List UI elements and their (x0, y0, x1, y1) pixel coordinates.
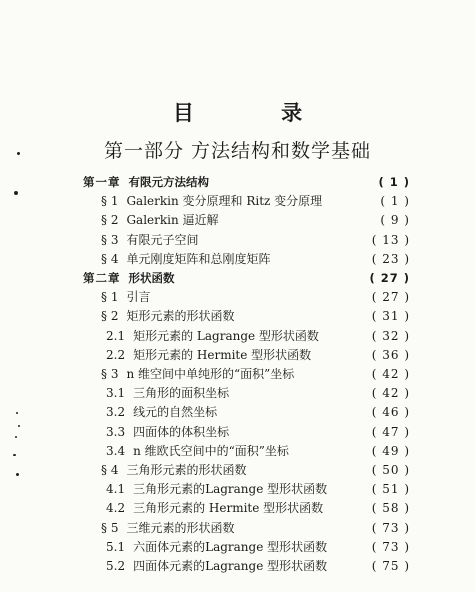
toc-entry-page: ( 73 ) (371, 539, 410, 554)
toc-entry (106, 537, 410, 557)
toc-entry-number: § 1 (101, 194, 119, 209)
dot-leader (324, 191, 368, 211)
dot-leader (152, 287, 368, 307)
toc-entry-number: § 3 (101, 367, 119, 381)
toc-entry-title: Galerkin 逼近解 (126, 213, 219, 228)
dot-leader (291, 441, 368, 461)
toc-entry-number: 第二章 (83, 271, 121, 285)
dot-leader (221, 210, 368, 230)
toc-entry-title: 矩形元素的 Lagrange 型形状函数 (133, 328, 319, 343)
toc-entry-number: 第一章 (83, 175, 121, 189)
scan-speck (13, 454, 16, 456)
toc-entry-title: 引言 (126, 290, 151, 305)
toc-entry-title: Galerkin 变分原理和 Ritz 变分原理 (126, 194, 323, 209)
toc-entry-title: 四面体的体积坐标 (133, 424, 230, 439)
toc-entry (106, 383, 410, 403)
toc-entry-number: 2.2 (106, 347, 126, 362)
dot-leader (248, 460, 368, 480)
dot-leader (211, 172, 368, 192)
toc-entry (106, 402, 410, 422)
toc-entry-page: ( 46 ) (371, 405, 410, 420)
toc-entry-number: 4.2 (106, 501, 126, 516)
dot-leader (325, 498, 368, 518)
toc-entry-page: ( 27 ) (369, 271, 410, 285)
toc-entry-page: ( 58 ) (371, 501, 410, 516)
toc-entry-title: 形状函数 (128, 271, 175, 285)
toc-entry-number: 5.2 (106, 559, 126, 573)
toc-entry-title: 单元刚度矩阵和总刚度矩阵 (126, 251, 271, 266)
toc-entry-number: 3.3 (106, 424, 126, 439)
toc-entry-title: 四面体元素的Lagrange 型形状函数 (133, 559, 328, 573)
toc-entry (106, 422, 410, 442)
toc-entry-title: 三角形元素的形状函数 (126, 463, 247, 477)
toc-entry-page: ( 73 ) (371, 520, 410, 535)
toc-entry (101, 191, 410, 211)
scan-speck (14, 191, 18, 195)
dot-leader (231, 383, 368, 403)
toc-entry (101, 306, 410, 326)
toc-entry-number: § 4 (101, 251, 119, 266)
toc-entry-page: ( 1 ) (380, 194, 410, 209)
page-title: 目 录 (172, 101, 343, 125)
toc-entry-title: 三角形元素的 Hermite 型形状函数 (133, 501, 324, 516)
toc-entry-title: n 维欧氏空间中的“面积”坐标 (133, 443, 289, 458)
toc-entry-number: 3.2 (106, 405, 126, 420)
toc-entry-title: 线元的自然坐标 (133, 405, 218, 420)
toc-entry-title: 矩形元素的 Hermite 型形状函数 (133, 347, 312, 362)
toc-entry-page: ( 1 ) (378, 175, 410, 189)
toc-entry (106, 326, 410, 346)
toc-entry-title: 六面体元素的Lagrange 型形状函数 (133, 539, 328, 554)
dot-leader (236, 306, 368, 326)
toc-entry-title: 有限元方法结构 (128, 175, 209, 189)
scan-speck (18, 425, 20, 427)
toc-entry (101, 518, 410, 538)
scan-speck (15, 436, 17, 438)
toc-entry (101, 249, 410, 269)
toc-entry-number: § 2 (101, 309, 119, 324)
toc-entry (101, 287, 410, 307)
dot-leader (321, 326, 368, 346)
dot-leader (329, 537, 368, 557)
toc-entry-number: § 4 (101, 463, 119, 477)
toc-entry (83, 172, 410, 192)
toc-entry-page: ( 13 ) (371, 232, 410, 247)
toc-entry (101, 210, 410, 230)
dot-leader (329, 556, 368, 576)
scan-speck (16, 412, 18, 414)
scan-speck (17, 152, 20, 155)
dot-leader (219, 402, 368, 422)
toc-entry-title: n 维空间中单纯形的“面积”坐标 (126, 367, 295, 381)
toc-entry-page: ( 42 ) (371, 386, 410, 401)
toc-entry (106, 556, 410, 576)
scan-speck (16, 473, 19, 476)
toc-entry (83, 268, 410, 288)
toc-entry-page: ( 36 ) (371, 347, 410, 362)
toc-entry-page: ( 47 ) (371, 424, 410, 439)
toc-entry-page: ( 23 ) (371, 251, 410, 266)
dot-leader (231, 422, 368, 442)
toc-entry-title: 矩形元素的形状函数 (126, 309, 235, 324)
toc-entry-page: ( 32 ) (371, 328, 410, 343)
toc-entry-title: 三角形的面积坐标 (133, 386, 230, 401)
toc-entry-number: 2.1 (106, 328, 126, 343)
toc-entry-number: 5.1 (106, 539, 126, 554)
toc-entry (106, 479, 410, 499)
toc-entry-number: 4.1 (106, 482, 126, 497)
toc-entry (101, 364, 410, 384)
toc-entry-page: ( 49 ) (371, 443, 410, 458)
toc-entry-title: 三角形元素的Lagrange 型形状函数 (133, 482, 328, 497)
toc-entry-page: ( 42 ) (371, 367, 410, 381)
toc-entry-number: 3.4 (106, 443, 126, 458)
toc-entry-page: ( 9 ) (380, 213, 410, 228)
toc-entry (101, 460, 410, 480)
toc-entry-number: § 1 (101, 290, 119, 305)
toc-entry-page: ( 31 ) (371, 309, 410, 324)
toc-entry-number: 3.1 (106, 386, 126, 401)
dot-leader (236, 518, 368, 538)
toc-entry-number: § 2 (101, 213, 119, 228)
dot-leader (200, 230, 368, 250)
toc-entry (106, 498, 410, 518)
dot-leader (296, 364, 368, 384)
toc-entry-page: ( 50 ) (371, 463, 410, 477)
toc-entry-number: § 3 (101, 232, 119, 247)
dot-leader (329, 479, 368, 499)
dot-leader (313, 345, 368, 365)
toc-entry (101, 230, 410, 250)
toc-entry-page: ( 51 ) (371, 482, 410, 497)
dot-leader (272, 249, 368, 269)
toc-entry-title: 有限元子空间 (126, 232, 199, 247)
toc-entry-number: § 5 (101, 520, 119, 535)
toc-entry-title: 三维元素的形状函数 (126, 520, 235, 535)
part-heading: 第一部分 方法结构和数学基础 (103, 140, 372, 162)
toc-entry (106, 441, 410, 461)
toc-entry-page: ( 75 ) (371, 559, 410, 573)
toc-entry-page: ( 27 ) (371, 290, 410, 305)
dot-leader (177, 268, 368, 288)
toc-entry (106, 345, 410, 365)
